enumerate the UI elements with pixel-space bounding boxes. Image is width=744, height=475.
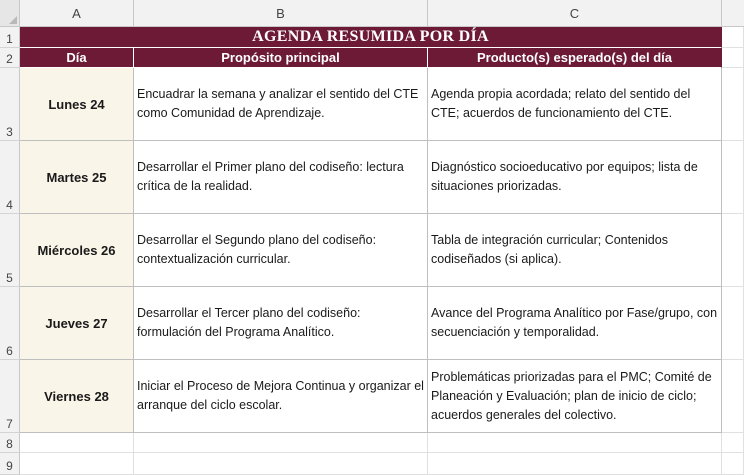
header-day[interactable]: Día [20, 48, 134, 68]
row-header-3[interactable]: 3 [0, 68, 20, 141]
row-header-8[interactable]: 8 [0, 433, 20, 453]
cell-d8[interactable] [722, 433, 744, 453]
row-header-6[interactable]: 6 [0, 287, 20, 360]
cell-d1[interactable] [722, 27, 744, 48]
row-header-5[interactable]: 5 [0, 214, 20, 287]
cell-b8[interactable] [134, 433, 428, 453]
row-header-4[interactable]: 4 [0, 141, 20, 214]
cell-c8[interactable] [428, 433, 722, 453]
cell-d9[interactable] [722, 453, 744, 475]
cell-d7[interactable] [722, 360, 744, 433]
column-header-c[interactable]: C [428, 0, 722, 27]
day-cell-tuesday[interactable]: Martes 25 [20, 141, 134, 214]
day-cell-wednesday[interactable]: Miércoles 26 [20, 214, 134, 287]
cell-a8[interactable] [20, 433, 134, 453]
product-cell-friday[interactable]: Problemáticas priorizadas para el PMC; Comité de Planeación y Evaluación; plan de inicio de ciclo; acuerdos generales del colectivo. [428, 360, 722, 433]
day-cell-monday[interactable]: Lunes 24 [20, 68, 134, 141]
cell-d3[interactable] [722, 68, 744, 141]
day-cell-thursday[interactable]: Jueves 27 [20, 287, 134, 360]
row-header-7[interactable]: 7 [0, 360, 20, 433]
cell-a9[interactable] [20, 453, 134, 475]
purpose-cell-thursday[interactable]: Desarrollar el Tercer plano del codiseño: formulación del Programa Analítico. [134, 287, 428, 360]
product-cell-tuesday[interactable]: Diagnóstico socioeducativo por equipos; lista de situaciones priorizadas. [428, 141, 722, 214]
row-header-1[interactable]: 1 [0, 27, 20, 48]
purpose-cell-friday[interactable]: Iniciar el Proceso de Mejora Continua y organizar el arranque del ciclo escolar. [134, 360, 428, 433]
column-header-a[interactable]: A [20, 0, 134, 27]
purpose-cell-monday[interactable]: Encuadrar la semana y analizar el sentido del CTE como Comunidad de Aprendizaje. [134, 68, 428, 141]
purpose-cell-tuesday[interactable]: Desarrollar el Primer plano del codiseño: lectura crítica de la realidad. [134, 141, 428, 214]
cell-d5[interactable] [722, 214, 744, 287]
column-header-b[interactable]: B [134, 0, 428, 27]
product-cell-monday[interactable]: Agenda propia acordada; relato del sentido del CTE; acuerdos de funcionamiento del CTE. [428, 68, 722, 141]
cell-d6[interactable] [722, 287, 744, 360]
header-purpose[interactable]: Propósito principal [134, 48, 428, 68]
agenda-title[interactable]: AGENDA RESUMIDA POR DÍA [20, 27, 722, 48]
product-cell-thursday[interactable]: Avance del Programa Analítico por Fase/grupo, con secuenciación y temporalidad. [428, 287, 722, 360]
header-product[interactable]: Producto(s) esperado(s) del día [428, 48, 722, 68]
purpose-cell-wednesday[interactable]: Desarrollar el Segundo plano del codiseño: contextualización curricular. [134, 214, 428, 287]
product-cell-wednesday[interactable]: Tabla de integración curricular; Contenidos codiseñados (si aplica). [428, 214, 722, 287]
cell-c9[interactable] [428, 453, 722, 475]
cell-d4[interactable] [722, 141, 744, 214]
column-header-d[interactable] [722, 0, 744, 27]
cell-d2[interactable] [722, 48, 744, 68]
row-header-9[interactable]: 9 [0, 453, 20, 475]
row-header-2[interactable]: 2 [0, 48, 20, 68]
cell-b9[interactable] [134, 453, 428, 475]
select-all-triangle [9, 16, 17, 24]
select-all-corner[interactable] [0, 0, 20, 27]
day-cell-friday[interactable]: Viernes 28 [20, 360, 134, 433]
